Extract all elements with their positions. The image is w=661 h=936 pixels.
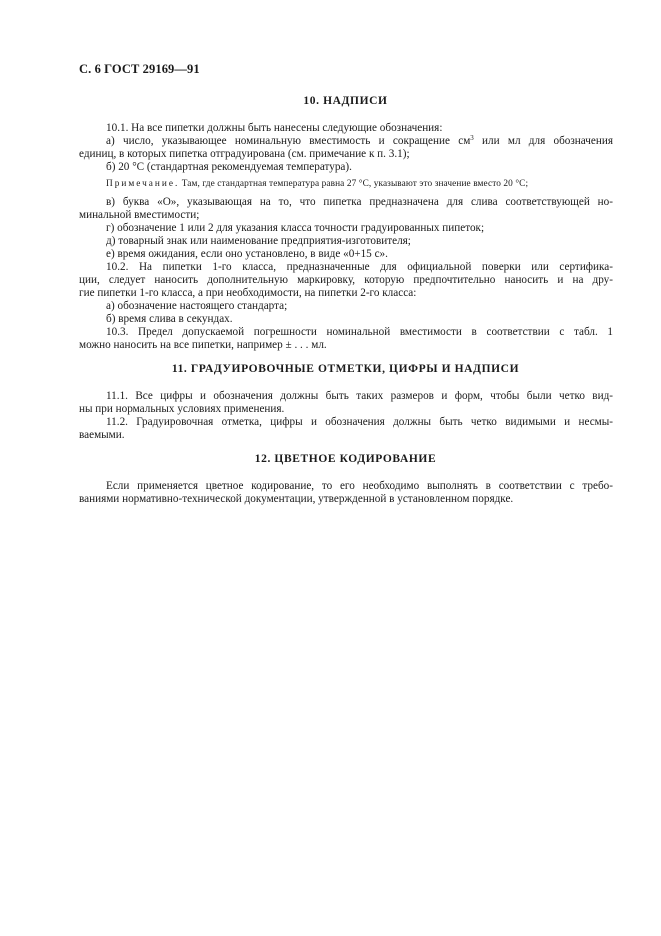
note — [106, 178, 528, 191]
paragraph-11-2-line-2: ваемыми. — [79, 429, 125, 441]
item-b: б) 20 °С (стандартная рекомендуемая температура). — [106, 161, 352, 173]
item-a-text-2: или мл для обозначения — [473, 135, 614, 147]
paragraph-10-2-line-2: ции, следует наносить дополнительную маркировку, которую предпочтительно наносить и на дру- — [79, 274, 613, 286]
paragraph-11-1-line-2: ны при нормальных условиях применения. — [79, 403, 285, 415]
note-text: Там, где стандартная температура равна 27 °С, указывают это значение вместо 20 °С; — [179, 179, 529, 189]
paragraph-10-2-item-b: б) время слива в секундах. — [106, 313, 233, 325]
paragraph-11-1-line-1: 11.1. Все цифры и обозначения должны быть таких размеров и форм, чтобы были четко вид- — [106, 390, 613, 402]
item-a-line-2: единиц, в которых пипетка отградуирована (см. примечание к п. 3.1); — [79, 148, 410, 160]
section-10-title: 10. НАДПИСИ — [303, 95, 388, 107]
item-a-text-1: а) число, указывающее номинальную вместимость и сокращение см — [106, 135, 471, 147]
paragraph-10-2-line-1: 10.2. На пипетки 1-го класса, предназначенные для официальной поверки или сертифика- — [106, 261, 613, 273]
item-a-line-1 — [106, 135, 613, 148]
page-header: С. 6 ГОСТ 29169—91 — [79, 62, 200, 76]
paragraph-10-3-line-1: 10.3. Предел допускаемой погрешности номинальной вместимости в соответствии с табл. 1 — [106, 326, 613, 338]
note-label: Примечание. — [106, 179, 180, 189]
item-e: е) время ожидания, если оно установлено, в виде «0+15 с». — [106, 248, 388, 260]
item-g: г) обозначение 1 или 2 для указания класса точности градуированных пипеток; — [106, 222, 485, 234]
paragraph-11-2-line-1: 11.2. Градуировочная отметка, цифры и обозначения должны быть четко видимыми и несмы- — [106, 416, 613, 428]
paragraph-10-3-line-2: можно наносить на все пипетки, например ± . . . мл. — [79, 339, 327, 351]
item-v-line-2: минальной вместимости; — [79, 209, 200, 221]
superscript-3: 3 — [470, 134, 474, 142]
paragraph-10-1: 10.1. На все пипетки должны быть нанесены следующие обозначения: — [106, 122, 443, 134]
section-12-title: 12. ЦВЕТНОЕ КОДИРОВАНИЕ — [254, 453, 437, 465]
paragraph-12-line-2: ваниями нормативно-технической документации, утвержденной в установленном порядке. — [79, 493, 514, 505]
paragraph-10-2-line-3: гие пипетки 1-го класса, а при необходимости, на пипетки 2-го класса: — [79, 287, 417, 299]
paragraph-12-line-1: Если применяется цветное кодирование, то его необходимо выполнять в соответствии с требо- — [106, 480, 613, 492]
section-11-title: 11. ГРАДУИРОВОЧНЫЕ ОТМЕТКИ, ЦИФРЫ И НАДПИСИ — [171, 363, 520, 375]
item-d: д) товарный знак или наименование предприятия-изготовителя; — [106, 235, 411, 247]
item-v-line-1: в) буква «О», указывающая на то, что пипетка предназначена для слива соответствующей но- — [106, 196, 613, 208]
paragraph-10-2-item-a: а) обозначение настоящего стандарта; — [106, 300, 288, 312]
